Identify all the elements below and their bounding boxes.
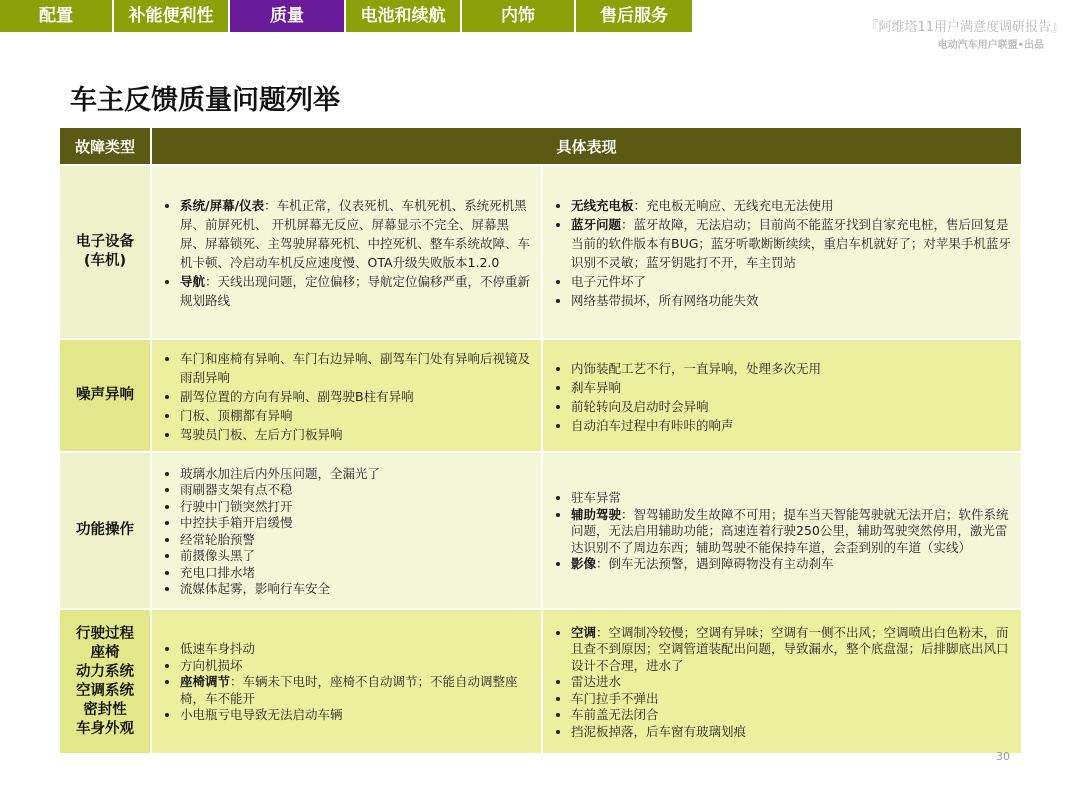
bullet-item [180,515,533,532]
bullet-list [158,196,533,310]
bullet-item [180,196,533,272]
bullet-item [571,707,1013,724]
bullet-item-text: 副驾位置的方向有异响、副驾驶B柱有异响 [180,389,414,404]
bullet-item-text: 小电瓶亏电导致无法启动车辆 [180,707,343,723]
report-title: 『阿维塔11用户满意度调研报告』 [865,20,1064,35]
bullet-item [571,196,1013,215]
bullet-item [571,625,1013,675]
bullet-item [180,641,533,658]
bullet-item-text: 内饰装配工艺不行，一直异响，处理多次无用 [571,360,822,376]
bullet-item-text: 方向机损坏 [180,657,243,673]
top-nav-tabs [0,0,692,32]
cell-electronics-left [152,166,541,338]
bullet-list [158,466,533,598]
bullet-item-heading: 导航 [180,274,206,289]
bullet-item-text: 雨刷器支架有点不稳 [180,482,293,497]
bullet-item-text: ：倒车无法预警，遇到障碍物没有主动刹车 [596,556,834,572]
tab-battery[interactable]: 电池和续航 [346,0,462,32]
row-header-driving: 行驶过程 座椅 动力系统 空调系统 密封性 车身外观 [60,610,150,753]
bullet-item [180,532,533,549]
cell-noise-right [543,340,1021,451]
bullet-item [571,556,1013,573]
bullet-item [571,507,1013,557]
bullet-item [571,378,1013,397]
bullet-item [571,397,1013,416]
bullet-item [571,724,1013,741]
page-number: 30 [996,750,1010,763]
bullet-item [180,272,533,310]
bullet-item [571,359,1013,378]
bullet-item-heading: 无线充电板 [571,198,634,213]
bullet-list [158,641,533,724]
bullet-item-text: ：智驾辅助发生故障不可用；提车当天智能驾驶就无法开启；软件系统问题，无法启用辅助功能；高速连着行驶250公里，辅助驾驶突然停用，激光雷达识别不了周边东西；辅助驾驶不能保持车道，会歪到别的车道（实线） [571,506,1009,555]
bullet-item-text: 挡泥板掉落，后车窗有玻璃划痕 [571,723,747,739]
bullet-item [180,548,533,565]
col-header-type: 故障类型 [60,128,150,164]
cell-driving-left [152,610,541,753]
bullet-item [571,416,1013,435]
tab-quality[interactable]: 质量 [230,0,346,32]
bullet-item-text: 驻车异常 [571,490,622,506]
bullet-item-text: 门板、顶棚都有异响 [180,408,293,423]
bullet-item [180,581,533,598]
bullet-item-text: 雷达进水 [571,674,622,690]
bullet-item [571,291,1013,310]
cell-driving-right [543,610,1021,753]
bullet-item [180,425,533,444]
bullet-item-text: 车门和座椅有异响、车门右边异响、副驾车门处有异响后视镜及雨刮异响 [180,351,531,385]
bullet-item [180,406,533,425]
row-header-function: 功能操作 [60,453,150,608]
bullet-item-heading: 辅助驾驶 [571,506,622,522]
tab-interior[interactable]: 内饰 [462,0,576,32]
bullet-list [549,625,1013,741]
col-header-detail: 具体表现 [152,128,1021,164]
bullet-list [549,196,1013,310]
tab-config[interactable]: 配置 [0,0,114,32]
bullet-item-text: 经常轮胎预警 [180,531,256,547]
bullet-item [180,349,533,387]
bullet-item-text: 前摄像头黑了 [180,548,256,563]
cell-function-left [152,453,541,608]
bullet-list [549,490,1013,573]
bullet-item-text: 行驶中门锁突然打开 [180,498,293,514]
bullet-item-text: 低速车身抖动 [180,641,256,657]
page-title: 车主反馈质量问题列举 [70,85,340,116]
bullet-item-heading: 座椅调节 [180,674,231,690]
bullet-item-text: 充电口排水堵 [180,564,256,580]
bullet-item [180,707,533,724]
bullet-list [549,359,1013,435]
bullet-item-text: 中控扶手箱开启缓慢 [180,515,293,530]
bullet-item-heading: 影像 [571,556,597,572]
bullet-item-text: ：车机正常，仪表死机、车机死机、系统死机黑屏、前屏死机、 开机屏幕无反应、屏幕显示不完全、屏幕黑屏、屏幕锁死、主驾驶屏幕死机、中控死机、整车系统故障、车机卡顿、冷启动车机反应速度慢、OTA升级失败版本1.2.0 [180,198,531,270]
bullet-item-text: ：充电板无响应、无线充电无法使用 [633,198,834,213]
bullet-item [180,387,533,406]
bullet-item-text: 刹车异响 [571,379,622,395]
row-header-electronics: 电子设备 (车机) [60,166,150,338]
tab-after-sales[interactable]: 售后服务 [576,0,692,32]
bullet-item [180,466,533,483]
bullet-item-heading: 蓝牙问题 [571,217,622,232]
bullet-item [571,691,1013,708]
bullet-item-text: ：天线出现问题，定位偏移；导航定位偏移严重，不停重新规划路线 [180,274,531,308]
bullet-item-text: 自动泊车过程中有咔咔的响声 [571,417,734,433]
issues-table [60,128,1021,753]
bullet-item-text: 网络基带损坏，所有网络功能失效 [571,293,759,308]
bullet-item-text: 玻璃水加注后内外压问题，全漏光了 [180,465,381,481]
row-header-noise: 噪声异响 [60,340,150,451]
bullet-item-text: ：蓝牙故障，无法启动；目前尚不能蓝牙找到自家充电桩，售后回复是当前的软件版本有BUG；蓝牙听歌断断续续，重启车机就好了；对苹果手机蓝牙识别不灵敏；蓝牙钥匙打不开，车主罚站 [571,217,1011,270]
bullet-item [571,215,1013,272]
bullet-item [180,674,533,707]
cell-electronics-right [543,166,1021,338]
cell-function-right [543,453,1021,608]
bullet-item-text: 电子元件坏了 [571,274,647,289]
bullet-item-heading: 空调 [571,624,597,640]
bullet-item-text: 前轮转向及启动时会异响 [571,398,709,414]
report-subtitle: 电动汽车用户联盟•出品 [937,40,1044,51]
bullet-item-text: 驾驶员门板、左后方门板异响 [180,427,343,442]
tab-charging[interactable]: 补能便利性 [114,0,230,32]
bullet-item [180,565,533,582]
cell-noise-left [152,340,541,451]
bullet-item [571,674,1013,691]
bullet-list [158,349,533,444]
bullet-item [180,499,533,516]
bullet-item-text: ：车辆未下电时，座椅不自动调节；不能自动调整座椅，车不能开 [180,674,518,706]
bullet-item-text: 流媒体起雾，影响行车安全 [180,581,331,596]
bullet-item [180,658,533,675]
bullet-item [571,490,1013,507]
bullet-item-text: 车门拉手不弹出 [571,690,659,706]
bullet-item-text: 车前盖无法闭合 [571,707,659,723]
bullet-item [571,272,1013,291]
bullet-item [180,482,533,499]
bullet-item-text: ：空调制冷较慢；空调有异味；空调有一侧不出风；空调喷出白色粉末，而且查不到原因；空调管道装配出问题，导致漏水，整个底盘湿；后排脚底出风口设计不合理，进水了 [571,624,1009,673]
bullet-item-heading: 系统/屏幕/仪表 [180,198,265,213]
